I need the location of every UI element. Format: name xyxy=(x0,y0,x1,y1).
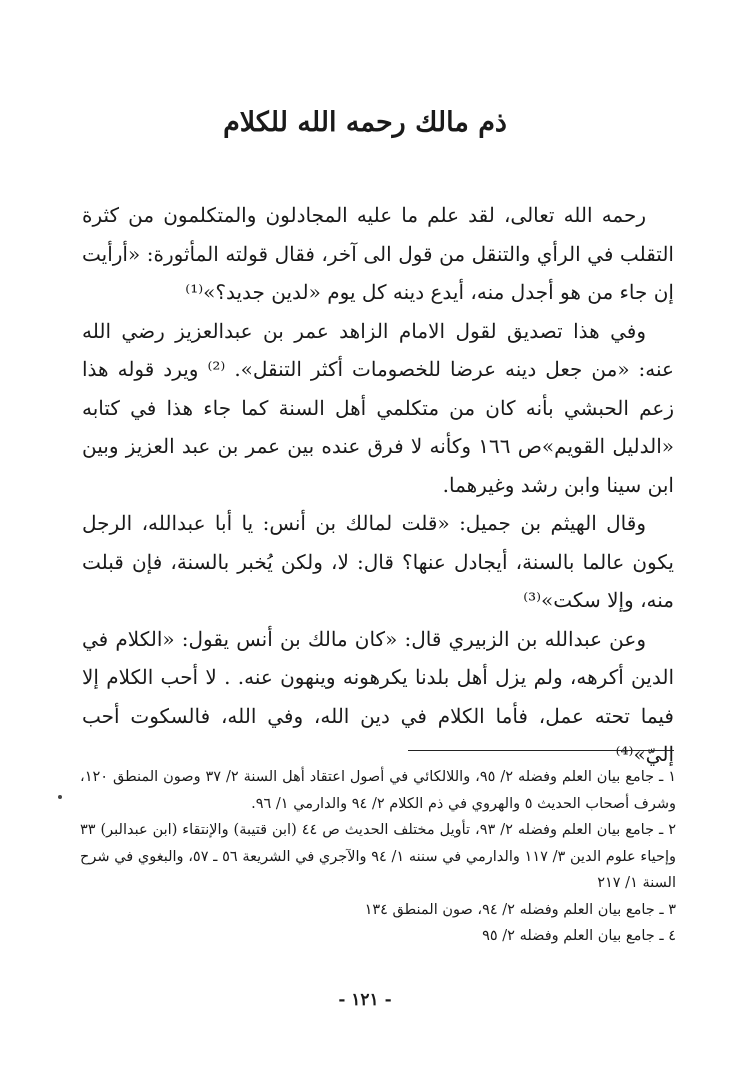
paragraph: وفي هذا تصديق لقول الامام الزاهد عمر بن عبدالعزيز رضي الله عنه: «من جعل دينه عرضا للخصومات أكثر التنقل». ⁽²⁾ ويرد قوله هذا زعم الحبشي بأنه كان من متكلمي أهل السنة كما جاء هذا في كتابه «الدليل القويم»ص ١٦٦ وكأنه لا فرق عنده بين عمر بن عبد العزيز وبين ابن سينا وابن رشد وغيرهما. xyxy=(82,318,674,497)
footnote: ١ ـ جامع بيان العلم وفضله ٢/ ٩٥، واللالكائي في أصول اعتقاد أهل السنة ٢/ ٣٧ وصون المنطق ١٢٠، وشرف أصحاب الحديث ٥ والهروي في ذم الكلام ٢/ ٩٤ والدارمي ١/ ٩٦. xyxy=(80,769,676,812)
paragraph: وقال الهيثم بن جميل: «قلت لمالك بن أنس: يا أبا عبدالله، الرجل يكون عالما بالسنة، أيجادل عنها؟ قال: لا، ولكن يُخبر بالسنة، فإن قبلت منه، وإلا سكت»⁽³⁾ xyxy=(82,511,674,612)
footnote-divider xyxy=(408,750,674,751)
page-number: - ١٢١ - xyxy=(338,990,392,1010)
main-text xyxy=(82,196,674,774)
chapter-title: ذم مالك رحمه الله للكلام xyxy=(223,107,507,138)
paragraph: رحمه الله تعالى، لقد علم ما عليه المجادلون والمتكلمون من كثرة التقلب في الرأي والتنقل من قول الى آخر، فقال قولته المأثورة: «أرأيت إن جاء من هو أجدل منه، أيدع دينه كل يوم «لدين جديد؟»⁽¹⁾ xyxy=(82,203,674,304)
paragraph: وعن عبدالله بن الزبيري قال: «كان مالك بن أنس يقول: «الكلام في الدين أكرهه، ولم يزل أهل بلدنا يكرهونه وينهون عنه. . لا أحب الكلام إلا فيما تحته عمل، فأما الكلام في دين الله، وفي الله، فالسكوت أحب إليّ»⁽⁴⁾ xyxy=(82,626,674,766)
footnotes xyxy=(80,764,676,950)
footnote: ٣ ـ جامع بيان العلم وفضله ٢/ ٩٤، صون المنطق ١٣٤ xyxy=(364,901,676,918)
margin-dot xyxy=(58,795,62,799)
footnote: ٤ ـ جامع بيان العلم وفضله ٢/ ٩٥ xyxy=(482,928,676,944)
footnote: ٢ ـ جامع بيان العلم وفضله ٢/ ٩٣، تأويل مختلف الحديث ص ٤٤ (ابن قتيبة) والإنتقاء (ابن عبدالبر) ٣٣ وإحياء علوم الدين ٣/ ١١٧ والدارمي في سننه ١/ ٩٤ والآجري في الشريعة ٥٦ ـ ٥٧، والبغوي في شرح السنة ١/ ٢١٧ xyxy=(80,822,677,891)
